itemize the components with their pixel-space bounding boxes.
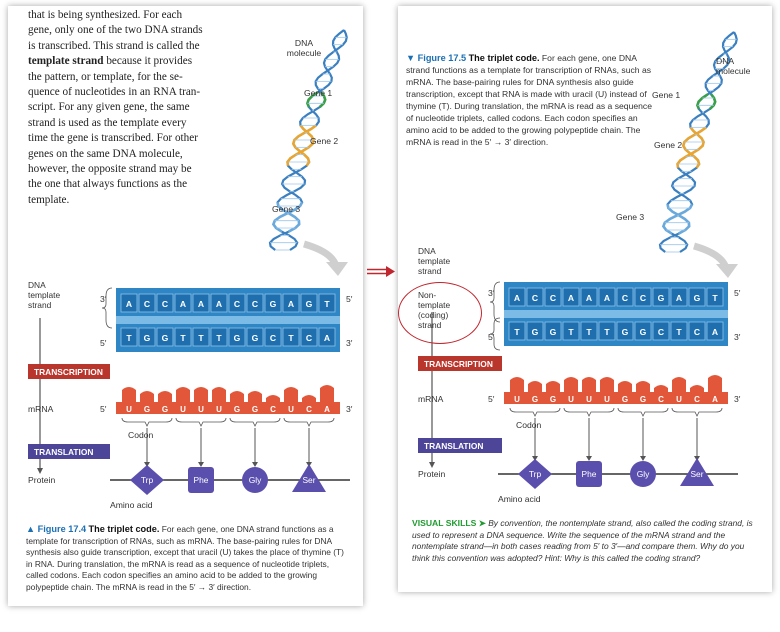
- nontemplate-strand-label: Non-template (coding) strand: [418, 290, 451, 330]
- mrna-base-letter: U: [216, 405, 222, 414]
- mrna-base-letter: C: [694, 395, 700, 404]
- red-circle-annotation: [398, 282, 482, 344]
- mrna-base-letter: G: [549, 395, 557, 404]
- text-run: because it provides: [103, 55, 193, 68]
- coding-base-letter: G: [233, 333, 241, 343]
- coding-3prime: 3′: [346, 338, 353, 348]
- translation-arrow-head: [252, 462, 258, 467]
- template-base-letter: C: [549, 293, 557, 303]
- transcription-label: TRANSCRIPTION: [424, 359, 493, 369]
- coding-base-letter: C: [693, 327, 701, 337]
- coding-base-letter: C: [657, 327, 665, 337]
- template-base-letter: G: [269, 299, 277, 309]
- codon-bracket: [564, 408, 614, 416]
- template-base-letter: A: [585, 293, 593, 303]
- coding-base-letter: T: [216, 333, 222, 343]
- figure-caption-top: [406, 52, 656, 148]
- template-base-letter: C: [531, 293, 539, 303]
- template-base-letter: G: [657, 293, 665, 303]
- codon-bracket: [122, 418, 172, 426]
- mrna-label: mRNA: [28, 404, 54, 414]
- amino-acid-label: Phe: [581, 469, 597, 479]
- template-base-letter: T: [324, 299, 330, 309]
- body-text-line: [28, 39, 238, 54]
- mrna-3prime: 3′: [346, 404, 353, 414]
- amino-acid-label: Ser: [690, 469, 704, 479]
- template-base-letter: C: [621, 293, 629, 303]
- mrna-base-letter: C: [270, 405, 276, 414]
- template-5prime: 5′: [346, 294, 353, 304]
- coding-brace: [490, 318, 500, 350]
- template-base-letter: A: [179, 299, 187, 309]
- caption-text: For each gene, one DNA strand functions as a template for transcription of RNAs, such as mRNA. The base-pairing rules for DNA synthesis also guide transcription, except that RNA is made with uracil (U) instead of thymine (T). During translation, the mRNA is read as a sequence of nucleotide triplets, called codons. Each codon specifies an amino acid to be added to the growing polypeptide chain. The mRNA is read in the 5′ → 3′ direction.: [406, 53, 652, 147]
- figure-number: Figure 17.5: [417, 53, 467, 63]
- codon-bracket: [230, 418, 280, 426]
- mrna-base-letter: G: [531, 395, 539, 404]
- text-run: however, the opposite strand may be: [28, 163, 192, 176]
- visual-skills-question: By convention, the nontemplate strand, also called the coding strand, is used to represent a DNA sequence. Write the sequence of the mRNA strand and the nontemplate strand—in both cases reading from 5′ to 3′—and compare them. Why do you think this convention was adopted? Hint: Why is this called the coding strand?: [412, 518, 753, 563]
- coding-base-letter: T: [126, 333, 132, 343]
- gene2-label: Gene 2: [654, 140, 683, 150]
- visual-skills-text: [412, 518, 760, 564]
- coding-base-letter: T: [288, 333, 294, 343]
- coding-base-letter: C: [269, 333, 277, 343]
- amino-acid-caption: Amino acid: [110, 500, 153, 510]
- coding-base-letter: G: [143, 333, 151, 343]
- codon-bracket: [510, 408, 560, 416]
- translation-arrow-head: [198, 462, 204, 467]
- mrna-base-letter: A: [712, 395, 718, 404]
- dna-template-label: DNA template strand: [418, 246, 451, 276]
- amino-acid-label: Ser: [302, 475, 316, 485]
- coding-base-letter: G: [251, 333, 259, 343]
- template-base-letter: C: [143, 299, 151, 309]
- mrna-5prime: 5′: [488, 394, 495, 404]
- body-text-line: [28, 116, 238, 131]
- mrna-base-letter: G: [639, 395, 647, 404]
- body-text-line: [28, 147, 238, 162]
- gene3-label: Gene 3: [616, 212, 645, 222]
- mrna-base-letter: A: [324, 405, 330, 414]
- amino-acid-caption: Amino acid: [498, 494, 541, 504]
- codon-label: Codon: [516, 420, 542, 430]
- mrna-base-letter: G: [233, 405, 241, 414]
- mrna-base-letter: G: [251, 405, 259, 414]
- mrna-5prime: 5′: [100, 404, 107, 414]
- template-base-letter: C: [161, 299, 169, 309]
- amino-acid-label: Phe: [193, 475, 209, 485]
- coding-base-letter: T: [514, 327, 520, 337]
- amino-acid-label: Gly: [636, 469, 650, 479]
- template-base-letter: A: [675, 293, 683, 303]
- gene1-label: Gene 1: [652, 90, 681, 100]
- body-text-line: [28, 85, 238, 100]
- translation-arrow-head: [640, 456, 646, 461]
- body-text-line: [28, 100, 238, 115]
- mrna-base-letter: U: [586, 395, 592, 404]
- text-run: the pattern, or template, for the se-: [28, 70, 183, 83]
- dna-helix-illustration: [244, 26, 363, 276]
- mrna-base-letter: U: [514, 395, 520, 404]
- figure-label: ▼ Figure 17.5: [406, 53, 467, 63]
- gene1-segment: [697, 94, 707, 109]
- mrna-base-letter: U: [288, 405, 294, 414]
- template-base-letter: A: [567, 293, 575, 303]
- coding-5prime: 5′: [100, 338, 107, 348]
- amino-acid-label: Trp: [140, 475, 154, 485]
- codon-bracket: [284, 418, 334, 426]
- coding-base-letter: C: [305, 333, 313, 343]
- triplet-code-diagram: [8, 276, 363, 521]
- figure-title: The triplet code.: [88, 524, 160, 534]
- mrna-base-letter: U: [198, 405, 204, 414]
- template-base-letter: G: [305, 299, 313, 309]
- coding-base-letter: T: [568, 327, 574, 337]
- flow-arrow-icon: [37, 468, 43, 474]
- mrna-base-letter: U: [180, 405, 186, 414]
- coding-base-letter: G: [639, 327, 647, 337]
- template-base-letter: A: [513, 293, 521, 303]
- template-base-letter: G: [693, 293, 701, 303]
- mrna-base-letter: G: [621, 395, 629, 404]
- body-text-line: [28, 54, 238, 69]
- codon-bracket: [176, 418, 226, 426]
- mrna-base-letter: G: [161, 405, 169, 414]
- coding-base-letter: G: [621, 327, 629, 337]
- body-text-line: [28, 131, 238, 146]
- text-run: time the gene is transcribed. For other: [28, 132, 198, 145]
- codon-bracket: [618, 408, 668, 416]
- mrna-base-letter: U: [568, 395, 574, 404]
- template-3prime: 3′: [488, 288, 495, 298]
- base-pair-zone: [116, 316, 340, 324]
- figure-title: The triplet code.: [468, 53, 540, 63]
- text-run: genes on the same DNA molecule,: [28, 147, 183, 160]
- template-base-letter: C: [639, 293, 647, 303]
- mrna-base-letter: U: [676, 395, 682, 404]
- template-base-letter: C: [251, 299, 259, 309]
- coding-5prime: 5′: [488, 332, 495, 342]
- protein-label: Protein: [28, 475, 56, 485]
- caption-text: For each gene, one DNA strand functions as a template for transcription of RNAs, such as mRNA. The base-pairing rules for DNA synthesis also guide transcription, except that uracil (U) takes the place of thymine (T) in RNA. During translation, the mRNA is read as a sequence of nucleotide triplets, called codons. Each codon specifies an amino acid to be added to the growing polypeptide chain. The mRNA is read in the 5′ → 3′ direction.: [26, 524, 344, 592]
- transcription-label: TRANSCRIPTION: [34, 367, 103, 377]
- codon-label: Codon: [128, 430, 154, 440]
- body-text-line: [28, 193, 238, 208]
- body-text-line: [28, 70, 238, 85]
- body-text-line: [28, 162, 238, 177]
- figure-caption: [26, 524, 344, 594]
- protein-label: Protein: [418, 469, 446, 479]
- amino-acid-label: Trp: [528, 469, 542, 479]
- coding-base-letter: T: [180, 333, 186, 343]
- gene1-segment: [710, 94, 715, 109]
- key-term: template strand: [28, 55, 104, 68]
- body-text-line: [28, 23, 238, 38]
- gene1-label: Gene 1: [304, 88, 333, 98]
- template-base-letter: T: [712, 293, 718, 303]
- coding-base-letter: T: [604, 327, 610, 337]
- dna-template-label: DNA template strand: [28, 280, 61, 310]
- text-run: template.: [28, 193, 70, 206]
- template-base-letter: A: [197, 299, 205, 309]
- mrna-base-letter: U: [126, 405, 132, 414]
- coding-3prime: 3′: [734, 332, 741, 342]
- text-run: strand is used as the template every: [28, 116, 187, 129]
- template-base-letter: A: [125, 299, 133, 309]
- zoom-arrow-head: [326, 262, 348, 276]
- mrna-base-letter: C: [306, 405, 312, 414]
- coding-base-letter: T: [198, 333, 204, 343]
- gene2-label: Gene 2: [310, 136, 339, 146]
- figure-label: ▲ Figure 17.4: [26, 524, 87, 534]
- body-text: [28, 8, 238, 208]
- dna-molecule-label: DNA molecule: [286, 38, 322, 58]
- text-run: gene, only one of the two DNA strands: [28, 24, 203, 37]
- red-arrow-icon: [366, 266, 396, 278]
- body-text-line: [28, 177, 238, 192]
- coding-base-letter: T: [676, 327, 682, 337]
- text-run: script. For any given gene, the same: [28, 101, 190, 114]
- coding-base-letter: A: [323, 333, 331, 343]
- mrna-label: mRNA: [418, 394, 444, 404]
- template-base-letter: A: [215, 299, 223, 309]
- mrna-3prime: 3′: [734, 394, 741, 404]
- translation-arrow-head: [586, 456, 592, 461]
- codon-bracket: [672, 408, 722, 416]
- coding-base-letter: G: [161, 333, 169, 343]
- amino-acid-label: Gly: [248, 475, 262, 485]
- coding-base-letter: G: [531, 327, 539, 337]
- text-run: that is being synthesized. For each: [28, 9, 183, 21]
- mrna-base-letter: U: [604, 395, 610, 404]
- mrna-base-letter: G: [143, 405, 151, 414]
- template-base-letter: A: [603, 293, 611, 303]
- mrna-base-letter: C: [658, 395, 664, 404]
- template-base-letter: A: [287, 299, 295, 309]
- visual-skills-label: VISUAL SKILLS ➤: [412, 518, 486, 528]
- body-text-line: [28, 8, 238, 23]
- coding-base-letter: G: [549, 327, 557, 337]
- base-pair-zone: [504, 310, 728, 318]
- template-5prime: 5′: [734, 288, 741, 298]
- translation-label: TRANSLATION: [424, 441, 484, 451]
- coding-base-letter: A: [711, 327, 719, 337]
- text-run: the one that always functions as the: [28, 178, 188, 191]
- text-run: quence of nucleotides in an RNA tran-: [28, 86, 201, 99]
- template-base-letter: C: [233, 299, 241, 309]
- text-run: is transcribed. This strand is called the: [28, 39, 200, 52]
- translation-label: TRANSLATION: [34, 447, 94, 457]
- template-3prime: 3′: [100, 294, 107, 304]
- coding-base-letter: T: [586, 327, 592, 337]
- gene3-label: Gene 3: [272, 204, 301, 214]
- flow-arrow-icon: [429, 462, 435, 468]
- dna-molecule-label: DNA molecule: [716, 56, 751, 76]
- left-textbook-page: [8, 6, 363, 606]
